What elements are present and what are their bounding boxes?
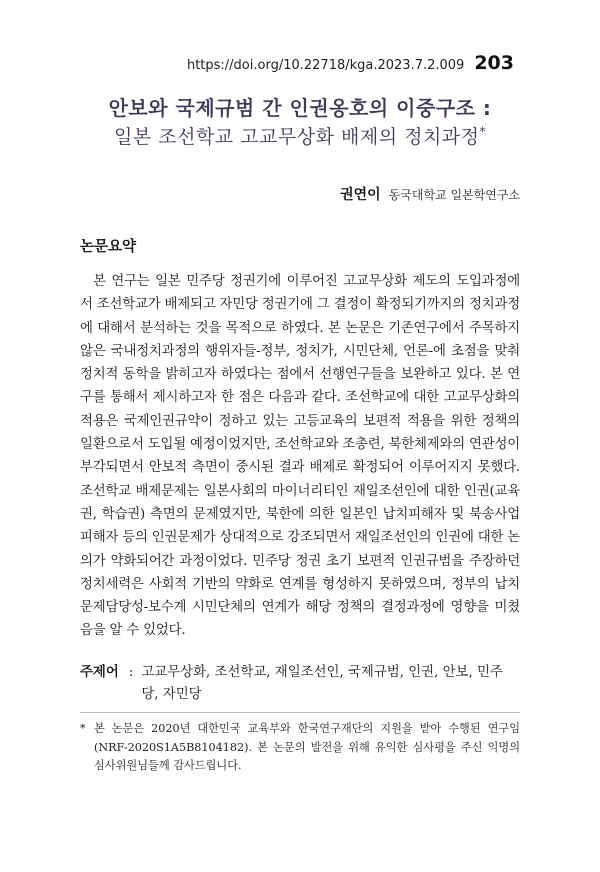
subtitle-text: 일본 조선학교 고교무상화 배제의 정치과정 — [113, 126, 480, 148]
abstract-body: 본 연구는 일본 민주당 정권기에 이루어진 고교무상화 제도의 도입과정에서 조선학교가 배제되고 자민당 정권기에 그 결정이 확정되기까지의 정치과정에 대해서 분석하는 것을 목적으로 하였다. 본 논문은 기존연구에서 주목하지 않은 국내정치과정의 행위자들-정부, 정치가, 시민단체, 언론-에 초점을 맞춰 정치적 동학을 밝히고자 하였다는 점에서 선행연구들을 보완하고 있다. 본 연구를 통해서 제시하고자 한 점은 다음과 같다. 조선학교에 대한 고교무상화의 적용은 국제인권규약이 정하고 있는 고등교육의 보편적 적용을 위한 정책의 일환으로서 도입될 예정이었지만, 조선학교와 조총련, 북한체제와의 연관성이 부각되면서 안보적 측면이 중시된 결과 배제로 확정되어 이루어지지 못했다. 조선학교 배제문제는 일본사회의 마이너리티인 재일조선인에 대한 인권(교육권, 학습권) 측면의 문제였지만, 북한에 의한 일본인 납치피해자 및 북송사업 피해자 등의 인권문제가 상대적으로 강조되면서 재일조선인의 인권에 대한 논의가 약화되어간 과정이었다. 민주당 정권 초기 보편적 인권규범을 주장하던 정치세력은 사회적 기반의 약화로 연계를 형성하지 못하였으며, 정부의 납치문제담당성-보수계 시민단체의 연계가 해당 정책의 결정과정에 영향을 미쳤음을 알 수 있었다. — [80, 274, 520, 639]
keywords-list: 고교무상화, 조선학교, 재일조선인, 국제규범, 인권, 안보, 민주당, 자민당 — [141, 665, 503, 702]
keywords — [80, 662, 530, 706]
page-header — [187, 52, 514, 74]
footnote-divider — [80, 712, 520, 713]
paper-subtitle — [0, 122, 600, 149]
footnote-marker: * — [479, 124, 487, 139]
author-affiliation: 동국대학교 일본학연구소 — [388, 188, 520, 202]
abstract-heading: 논문요약 — [80, 239, 137, 255]
page-number: 203 — [474, 52, 514, 74]
keywords-colon: : — [128, 665, 134, 680]
author-block — [340, 184, 520, 204]
footnote-mark: * — [80, 722, 86, 735]
doi-link[interactable]: https://doi.org/10.22718/kga.2023.7.2.009 — [186, 58, 465, 73]
footnote-text: 본 논문은 2020년 대한민국 교육부와 한국연구재단의 지원을 받아 수행된 연구임(NRF-2020S1A5B8104182). 본 논문의 발전을 위해 유익한 심사평을 주신 익명의 심사위원님들께 감사드립니다. — [94, 722, 520, 772]
keywords-label: 주제어 — [80, 665, 119, 680]
author-name: 권연이 — [340, 187, 381, 203]
paper-title: 안보와 국제규범 간 인권옹호의 이중구조 : — [108, 96, 492, 120]
footnote — [80, 720, 520, 776]
